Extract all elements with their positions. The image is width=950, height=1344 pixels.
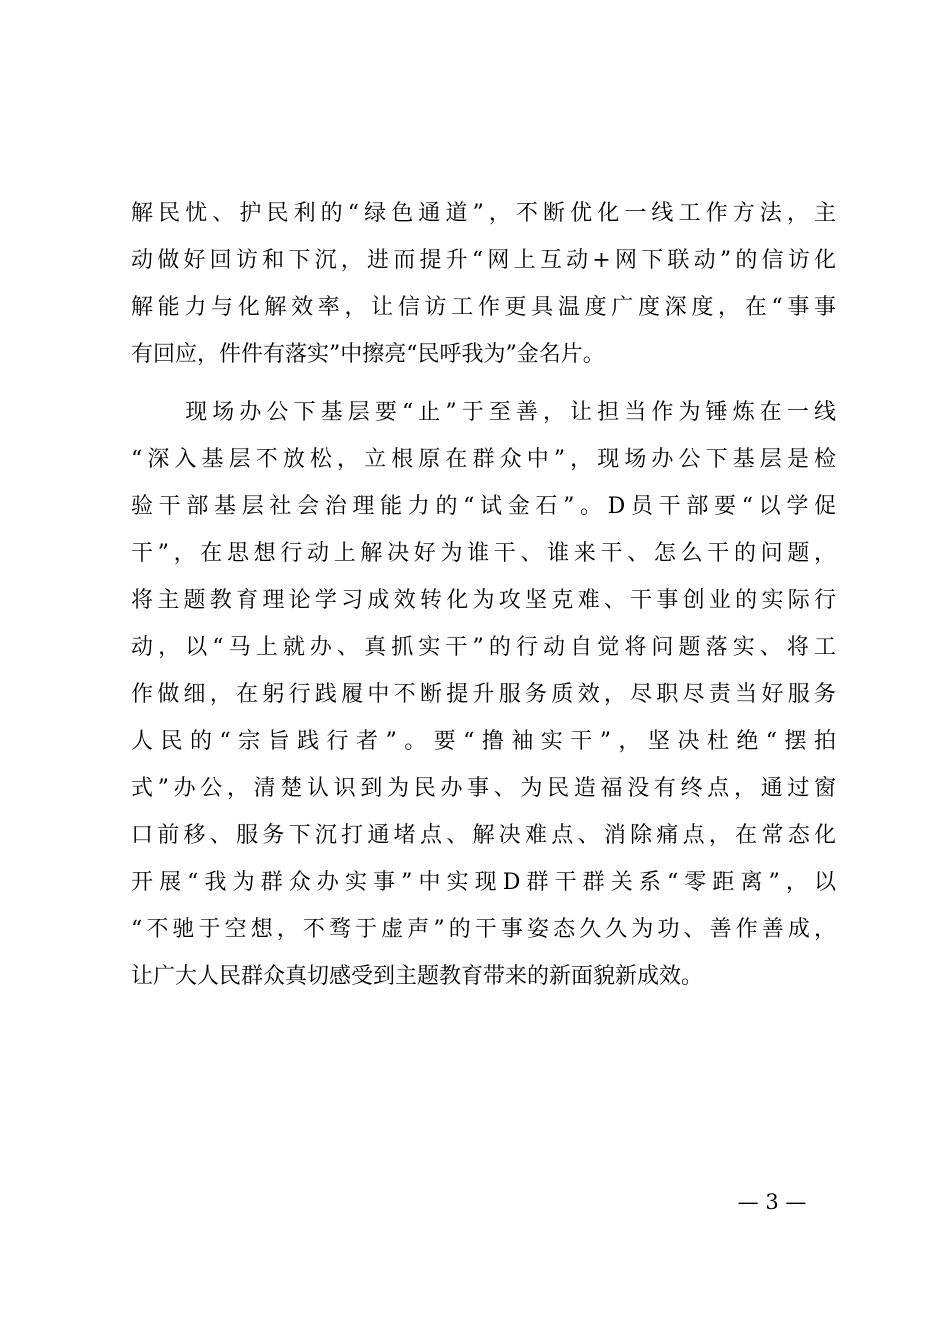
text-line: 动，以“马上就办、真抓实干”的行动自觉将问题落实、将工 (131, 635, 836, 660)
text-line: 作做细，在躬行践履中不断提升服务质效，尽职尽责当好服务 (131, 682, 836, 707)
text-line: 解民忧、护民利的“绿色通道”，不断优化一线工作方法，主 (131, 201, 836, 226)
text-line: 式”办公，清楚认识到为民办事、为民造福没有终点，通过窗 (131, 776, 836, 801)
text-line: 解能力与化解效率，让信访工作更具温度广度深度，在“事事 (131, 295, 836, 320)
text-line: 现场办公下基层要“止”于至善，让担当作为锤炼在一线 (131, 400, 836, 425)
text-line: 有回应，件件有落实”中擦亮“民呼我为”金名片。 (131, 342, 605, 367)
body-text (131, 190, 836, 1000)
page-number: — 3 — (737, 1190, 807, 1214)
paragraph-1 (131, 190, 836, 378)
text-line: 口前移、服务下沉打通堵点、解决难点、消除痛点，在常态化 (131, 823, 836, 848)
text-line: “深入基层不放松，立根原在群众中”，现场办公下基层是检 (131, 447, 836, 472)
text-line: 将主题教育理论学习成效转化为攻坚克难、干事创业的实际行 (131, 588, 836, 613)
text-line: “不驰于空想，不骛于虚声”的干事姿态久久为功、善作善成， (131, 917, 836, 942)
paragraph-2 (131, 389, 836, 1000)
text-line: 让广大人民群众真切感受到主题教育带来的新面貌新成效。 (131, 964, 704, 989)
text-line: 干”，在思想行动上解决好为谁干、谁来干、怎么干的问题， (131, 541, 836, 566)
text-line: 人民的“宗旨践行者”。要“撸袖实干”，坚决杜绝“摆拍 (131, 729, 836, 754)
text-line: 验干部基层社会治理能力的“试金石”。D员干部要“以学促 (131, 494, 836, 519)
text-line: 开展“我为群众办实事”中实现D群干群关系“零距离”，以 (131, 870, 836, 895)
text-line: 动做好回访和下沉，进而提升“网上互动+网下联动”的信访化 (131, 248, 836, 273)
